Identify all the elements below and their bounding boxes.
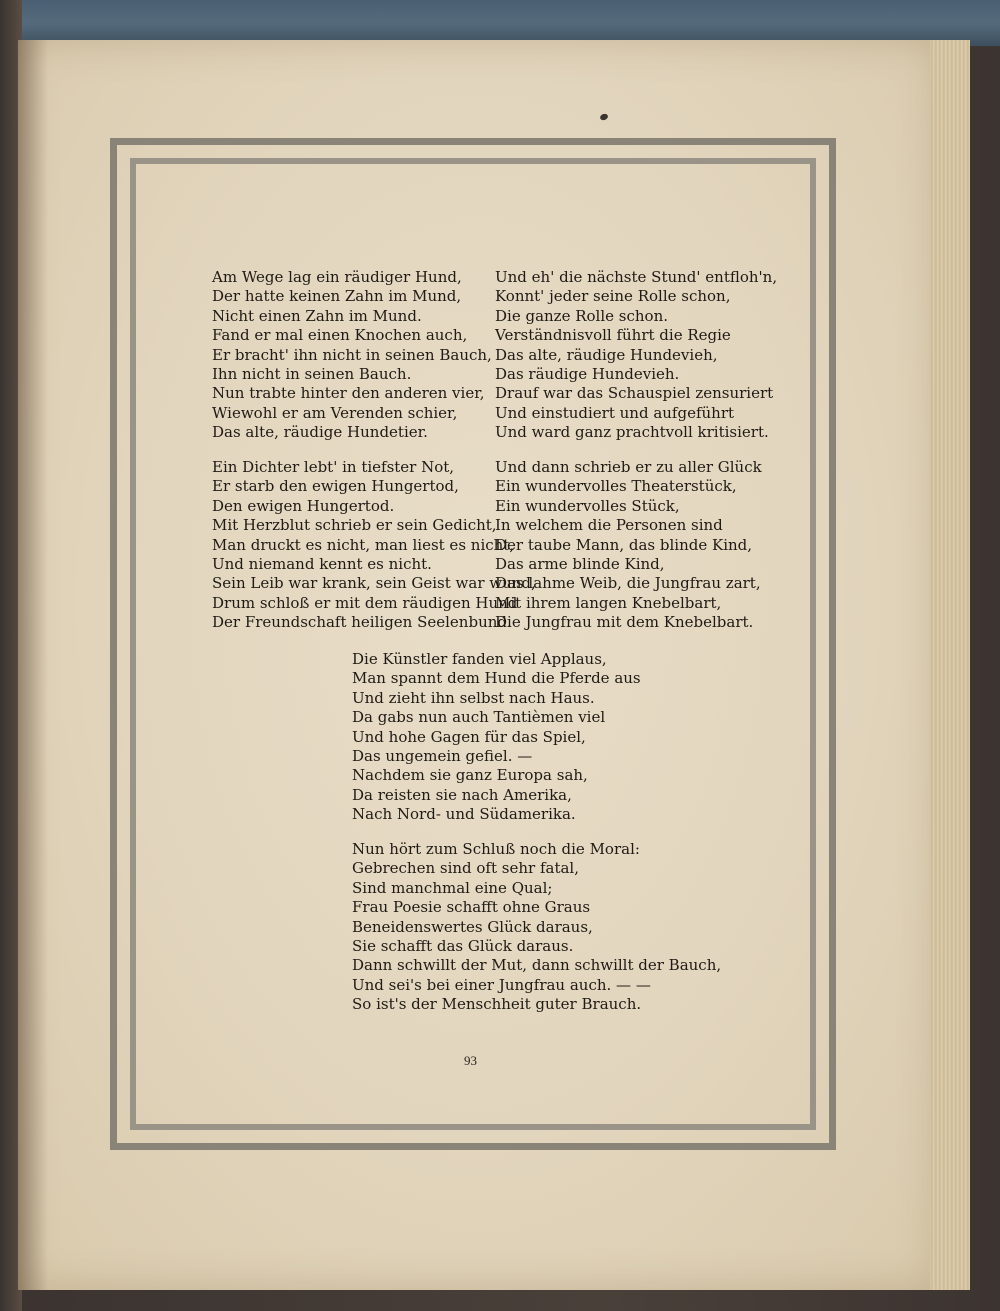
poem-line: Beneidenswertes Glück daraus,: [352, 917, 593, 936]
poem-line: Das ungemein gefiel. —: [352, 747, 533, 766]
poem-line: Das arme blinde Kind,: [495, 555, 665, 574]
poem-line: Und ward ganz prachtvoll kritisiert.: [495, 423, 769, 442]
poem-line: In welchem die Personen sind: [495, 516, 723, 535]
poem-line: Da gabs nun auch Tantièmen viel: [352, 708, 606, 727]
poem-line: Die Künstler fanden viel Applaus,: [352, 650, 607, 668]
poem-line: Das lahme Weib, die Jungfrau zart,: [495, 574, 761, 593]
poem-line: Drauf war das Schauspiel zensuriert: [495, 384, 774, 403]
poem-line: Verständnisvoll führt die Regie: [495, 326, 731, 345]
poem-line: Am Wege lag ein räudiger Hund,: [212, 268, 462, 286]
page-number: 93: [464, 1053, 477, 1068]
poem-line: Da reisten sie nach Amerika,: [352, 785, 572, 804]
poem-line: Ein Dichter lebt' in tiefster Not,: [212, 458, 455, 476]
stanza-3: [495, 268, 777, 443]
poem-line: Nicht einen Zahn im Mund.: [212, 306, 422, 325]
poem-line: Ein wundervolles Theaterstück,: [495, 477, 737, 496]
poem-line: Das räudige Hundevieh.: [495, 365, 680, 384]
poem-line: Und hohe Gagen für das Spiel,: [352, 727, 586, 746]
poem-line: Drum schloß er mit dem räudigen Hund: [212, 593, 518, 612]
poem-line: Ein wundervolles Stück,: [495, 496, 680, 515]
poem-line: So ist's der Menschheit guter Brauch.: [352, 995, 642, 1014]
poem-line: Und niemand kennt es nicht.: [212, 555, 432, 574]
poem-line: Den ewigen Hungertod.: [212, 496, 395, 515]
poem-line: Sie schafft das Glück daraus.: [352, 937, 574, 956]
poem-line: Sein Leib war krank, sein Geist war wund,: [212, 574, 536, 593]
poem-line: Man druckt es nicht, man liest es nicht,: [212, 535, 515, 554]
poem-line: Mit Herzblut schrieb er sein Gedicht,: [212, 516, 497, 535]
poem-line: Der hatte keinen Zahn im Mund,: [212, 287, 462, 306]
poem-line: Fand er mal einen Knochen auch,: [212, 326, 468, 345]
poem-line: Nun trabte hinter den anderen vier,: [212, 384, 485, 403]
poem-line: Er bracht' ihn nicht in seinen Bauch,: [212, 345, 492, 364]
poem-line: Das alte, räudige Hundetier.: [212, 423, 428, 442]
poem-line: Gebrechen sind oft sehr fatal,: [352, 859, 579, 878]
poem-line: Dann schwillt der Mut, dann schwillt der Bauch,: [352, 956, 722, 975]
poem-line: Nach Nord- und Südamerika.: [352, 805, 576, 824]
page-edge-stack: [930, 40, 970, 1290]
poem-line: Die Jungfrau mit dem Knebelbart.: [495, 613, 754, 632]
stanza-5: [352, 650, 641, 825]
poem-line: Das alte, räudige Hundevieh,: [495, 345, 718, 364]
stanza-4: [495, 458, 762, 633]
poem-line: Er starb den ewigen Hungertod,: [212, 477, 459, 496]
poem-line: Wiewohl er am Verenden schier,: [212, 403, 458, 422]
poem-line: Die ganze Rolle schon.: [495, 306, 669, 325]
poem-line: Und dann schrieb er zu aller Glück: [495, 458, 762, 476]
poem-line: Und sei's bei einer Jungfrau auch. — —: [352, 975, 651, 994]
stanza-2: [212, 458, 536, 633]
stanza-6: [352, 840, 721, 1015]
stanza-1: [212, 268, 492, 443]
poem-line: Der taube Mann, das blinde Kind,: [495, 535, 753, 554]
poem-line: Nun hört zum Schluß noch die Moral:: [352, 840, 640, 858]
page-gutter-shadow: [18, 40, 48, 1290]
poem-line: Und einstudiert und aufgeführt: [495, 403, 735, 422]
poem-line: Und zieht ihn selbst nach Haus.: [352, 688, 595, 707]
poem-line: Mit ihrem langen Knebelbart,: [495, 593, 722, 612]
poem-line: Man spannt dem Hund die Pferde aus: [352, 669, 641, 688]
poem-line: Nachdem sie ganz Europa sah,: [352, 766, 588, 785]
poem-line: Konnt' jeder seine Rolle schon,: [495, 287, 731, 306]
poem-line: Und eh' die nächste Stund' entfloh'n,: [495, 268, 778, 286]
poem-line: Frau Poesie schafft ohne Graus: [352, 898, 591, 917]
poem-line: Ihn nicht in seinen Bauch.: [212, 365, 412, 384]
poem-line: Der Freundschaft heiligen Seelenbund.: [212, 613, 512, 632]
poem-line: Sind manchmal eine Qual;: [352, 878, 553, 897]
